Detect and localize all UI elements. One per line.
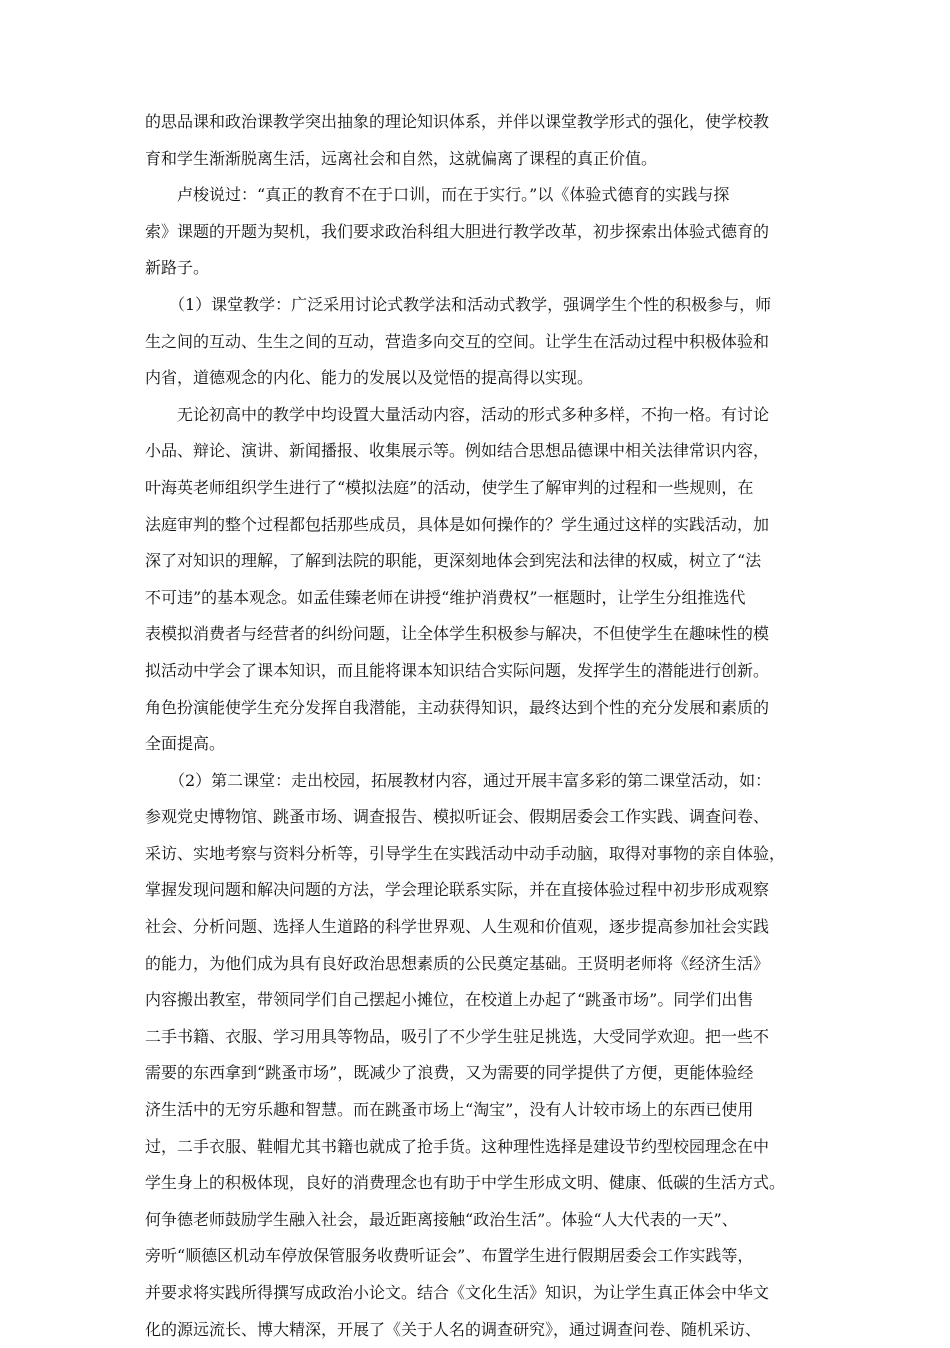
text-line: 叶海英老师组织学生进行了“模拟法庭”的活动，使学生了解审判的过程和一些规则，在 <box>145 477 754 497</box>
text-line: 生之间的互动、生生之间的互动，营造多向交互的空间。让学生在活动过程中积极体验和 <box>145 331 770 351</box>
text-line: 拟活动中学会了课本知识，而且能将课本知识结合实际问题，发挥学生的潜能进行创新。 <box>145 660 770 680</box>
text-line: 并要求将实践所得撰写成政治小论文。结合《文化生活》知识，为让学生真正体会中华文 <box>145 1283 770 1302</box>
text-line: 卢梭说过：“真正的教育不在于口训，而在于实行。”以《体验式德育的实践与探 <box>145 185 730 205</box>
text-line: 不可违”的基本观念。如孟佳臻老师在讲授“维护消费权”一框题时，让学生分组推选代 <box>145 587 746 607</box>
text-line: 的思品课和政治课教学突出抽象的理论知识体系，并伴以课堂教学形式的强化，使学校教 <box>145 112 770 131</box>
text-line: 小品、辩论、演讲、新闻播报、收集展示等。例如结合思想品德课中相关法律常识内容， <box>145 441 770 461</box>
text-line: 新路子。 <box>145 258 210 278</box>
text-line: 育和学生渐渐脱离生活，远离社会和自然，这就偏离了课程的真正价值。 <box>145 148 658 168</box>
document-body <box>145 104 821 1348</box>
text-line: 二手书籍、衣服、学习用具等物品，吸引了不少学生驻足挑选，大受同学欢迎。把一些不 <box>145 1026 770 1046</box>
text-line: 过，二手衣服、鞋帽尤其书籍也就成了抢手货。这种理性选择是建设节约型校园理念在中 <box>145 1136 770 1156</box>
text-line: 法庭审判的整个过程都包括那些成员，具体是如何操作的？学生通过这样的实践活动，加 <box>145 514 770 534</box>
text-line: 需要的东西拿到“跳蚤市场”，既减少了浪费，又为需要的同学提供了方便，更能体验经 <box>145 1063 754 1083</box>
text-line: 化的源远流长、博大精深，开展了《关于人名的调查研究》，通过调查问卷、随机采访、 <box>145 1319 762 1339</box>
text-line: 何争德老师鼓励学生融入社会，最近距离接触“政治生活”。体验“人大代表的一天”、 <box>145 1209 738 1229</box>
text-line: 社会、分析问题、选择人生道路的科学世界观、人生观和价值观，逐步提高参加社会实践 <box>145 917 770 937</box>
text-line: （1）课堂教学：广泛采用讨论式教学法和活动式教学，强调学生个性的积极参与，师 <box>145 294 772 314</box>
text-line: 全面提高。 <box>145 734 226 754</box>
text-line: 学生身上的积极体现，良好的消费理念也有助于中学生形成文明、健康、低碳的生活方式。 <box>145 1173 786 1193</box>
text-line: 内容搬出教室，带领同学们自己摆起小摊位，在校道上办起了“跳蚤市场”。同学们出售 <box>145 990 754 1010</box>
text-line: 参观党史博物馆、跳蚤市场、调查报告、模拟听证会、假期居委会工作实践、调查问卷、 <box>145 807 770 827</box>
text-line: 掌握发现问题和解决问题的方法，学会理论联系实际，并在直接体验过程中初步形成观察 <box>145 880 770 900</box>
text-line: 表模拟消费者与经营者的纠纷问题，让全体学生积极参与解决，不但使学生在趣味性的模 <box>145 624 770 644</box>
text-line: 索》课题的开题为契机，我们要求政治科组大胆进行教学改革，初步探索出体验式德育的 <box>145 221 770 241</box>
text-line: 深了对知识的理解，了解到法院的职能，更深刻地体会到宪法和法律的权威，树立了“法 <box>145 551 762 571</box>
text-line: 内省，道德观念的内化、能力的发展以及觉悟的提高得以实现。 <box>145 368 594 388</box>
text-line: （2）第二课堂：走出校园，拓展教材内容，通过开展丰富多彩的第二课堂活动，如： <box>145 770 772 790</box>
text-line: 旁听“顺德区机动车停放保管服务收费听证会”、布置学生进行假期居委会工作实践等， <box>145 1246 754 1266</box>
text-line: 济生活中的无穷乐趣和智慧。而在跳蚤市场上“淘宝”，没有人计较市场上的东西已使用 <box>145 1100 754 1120</box>
text-line: 采访、实地考察与资料分析等，引导学生在实践活动中动手动脑，取得对事物的亲自体验， <box>145 843 786 863</box>
text-line: 无论初高中的教学中均设置大量活动内容，活动的形式多种多样，不拘一格。有讨论 <box>145 404 770 424</box>
text-line: 的能力，为他们成为具有良好政治思想素质的公民奠定基础。王贤明老师将《经济生活》 <box>145 953 770 973</box>
text-line: 角色扮演能使学生充分发挥自我潜能，主动获得知识，最终达到个性的充分发展和素质的 <box>145 697 770 717</box>
